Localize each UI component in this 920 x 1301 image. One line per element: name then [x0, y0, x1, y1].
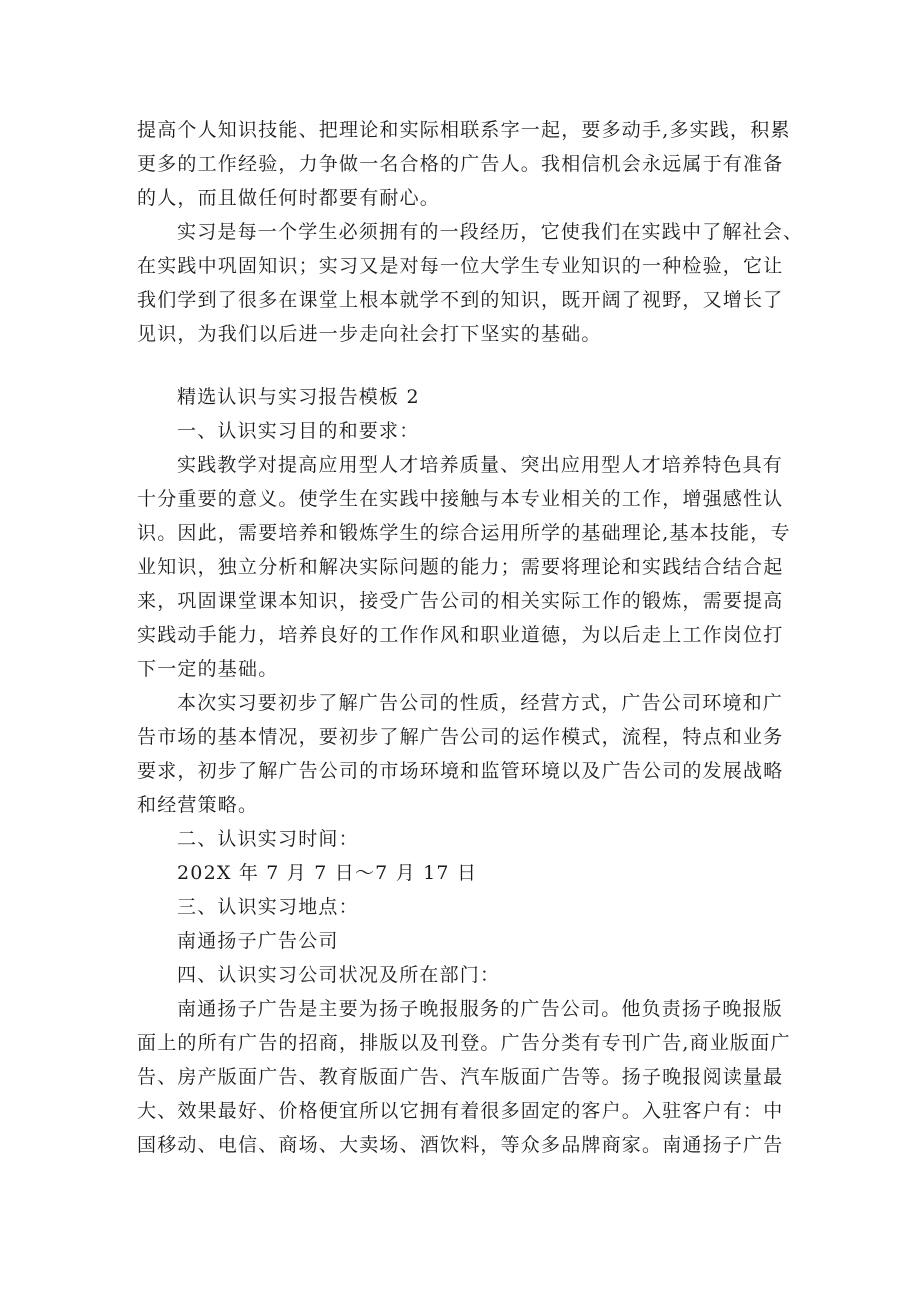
paragraph-line: 南通扬子广告是主要为扬子晚报服务的广告公司。他负责扬子晚报版: [177, 998, 784, 1020]
report-section: [137, 380, 797, 1162]
location-value: 南通扬子广告公司: [177, 930, 339, 952]
paragraph-line: 和经营策略。: [137, 794, 259, 816]
paragraph-line: 本次实习要初步了解广告公司的性质，经营方式，广告公司环境和广: [177, 692, 784, 714]
paragraph-line: 要求，初步了解广告公司的市场环境和监管环境以及广告公司的发展战略: [137, 760, 784, 782]
paragraph-line: 识。因此，需要培养和锻炼学生的综合运用所学的基础理论,基本技能，专: [137, 522, 791, 544]
paragraph-line: 实践教学对提高应用型人才培养质量、突出应用型人才培养特色具有: [177, 454, 784, 476]
heading-location: 三、认识实习地点：: [177, 896, 359, 918]
heading-company: 四、认识实习公司状况及所在部门：: [177, 964, 501, 986]
paragraph-line: 业知识，独立分析和解决实际问题的能力；需要将理论和实践结合结合起: [137, 556, 784, 578]
paragraph-line: 的人，而且做任何时都要有耐心。: [137, 187, 441, 209]
paragraph-line: 更多的工作经验，力争做一名合格的广告人。我相信机会永远属于有准备: [137, 153, 784, 175]
heading-purpose: 一、认识实习目的和要求：: [177, 420, 420, 442]
paragraph-line: 在实践中巩固知识；实习又是对每一位大学生专业知识的一种检验，它让: [137, 255, 784, 277]
paragraph-line: 面上的所有广告的招商，排版以及刊登。广告分类有专刊广告,商业版面广: [137, 1032, 791, 1054]
paragraph-line: 来，巩固课堂课本知识，接受广告公司的相关实际工作的锻炼，需要提高: [137, 590, 784, 612]
paragraph-line: 告、房产版面广告、教育版面广告、汽车版面广告等。扬子晚报阅读量最: [137, 1066, 784, 1088]
paragraph-line: 告市场的基本情况，要初步了解广告公司的运作模式，流程，特点和业务: [137, 726, 784, 748]
paragraph-line: 下一定的基础。: [137, 658, 279, 680]
section-title: 精选认识与实习报告模板 2: [177, 386, 420, 408]
heading-time: 二、认识实习时间：: [177, 828, 359, 850]
paragraph-line: 我们学到了很多在课堂上根本就学不到的知识，既开阔了视野，又增长了: [137, 289, 784, 311]
time-value: 202X 年 7 月 7 日～7 月 17 日: [177, 862, 478, 884]
paragraph-line: 实习是每一个学生必须拥有的一段经历，它使我们在实践中了解社会、: [177, 221, 804, 243]
paragraph-line: 提高个人知识技能、把理论和实际相联系字一起，要多动手,多实践，积累: [137, 119, 791, 141]
paragraph-line: 大、效果最好、价格便宜所以它拥有着很多固定的客户。入驻客户有：中: [137, 1100, 784, 1122]
paragraph-line: 国移动、电信、商场、大卖场、酒饮料，等众多品牌商家。南通扬子广告: [137, 1134, 784, 1156]
paragraph-line: 见识，为我们以后进一步走向社会打下坚实的基础。: [137, 323, 602, 345]
top-text-block: [137, 113, 804, 351]
paragraph-line: 十分重要的意义。使学生在实践中接触与本专业相关的工作，增强感性认: [137, 488, 784, 510]
paragraph-line: 实践动手能力，培养良好的工作作风和职业道德，为以后走上工作岗位打: [137, 624, 784, 646]
